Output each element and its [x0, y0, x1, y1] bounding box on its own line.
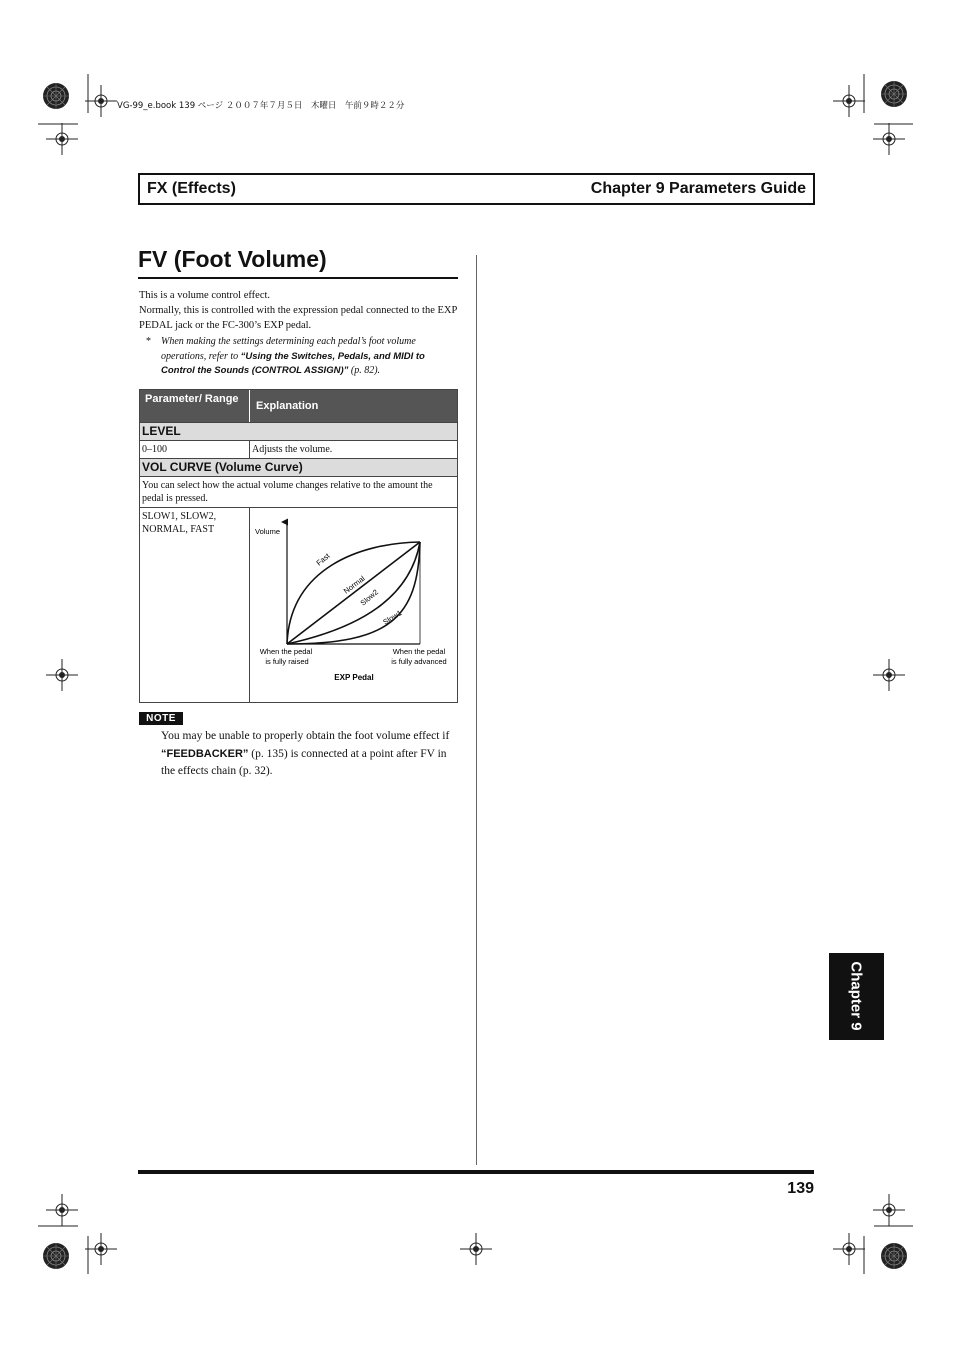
- table-row: [140, 507, 457, 702]
- header-section: FX (Effects): [147, 180, 236, 197]
- vol-curve-range: SLOW1, SLOW2, NORMAL, FAST: [140, 508, 250, 702]
- section-level: LEVEL: [140, 422, 457, 440]
- curve-normal: [287, 542, 420, 644]
- curve-label-slow2: Slow2: [358, 587, 380, 608]
- intro-line-1: This is a volume control effect.: [139, 290, 271, 301]
- curve-label-normal: Normal: [341, 573, 367, 596]
- vol-curve-graph-cell: [250, 508, 457, 702]
- header-parameter: Parameter/ Range: [140, 390, 250, 422]
- running-header: [138, 173, 815, 205]
- vol-curve-description: You can select how the actual volume changes relative to the amount the pedal is pressed.: [140, 476, 457, 507]
- chapter-tab[interactable]: [829, 953, 884, 1040]
- print-slug: VG-99_e.book 139 ページ ２００７年７月５日 木曜日 午前９時２２分: [117, 101, 405, 111]
- column-divider: [476, 255, 477, 1165]
- curve-label-fast: Fast: [314, 551, 332, 568]
- volume-curve-graph: [250, 508, 457, 702]
- header-explanation: Explanation: [256, 400, 319, 412]
- control-assign-link[interactable]: “Using the Switches, Pedals, and MIDI to Control the Sounds (CONTROL ASSIGN)”: [161, 350, 425, 376]
- note-text: [161, 728, 461, 781]
- caption-right-2: is fully advanced: [391, 657, 447, 666]
- caption-left-1: When the pedal: [259, 647, 313, 656]
- level-range: 0–100: [140, 441, 250, 458]
- caption-right-1: When the pedal: [392, 647, 446, 656]
- note-text-before: You may be unable to properly obtain the foot volume effect if: [161, 730, 450, 742]
- note-item-text: When making the settings determining each pedal’s foot volume operations, refer to: [161, 336, 416, 362]
- page-number: 139: [787, 1180, 814, 1197]
- level-explanation: Adjusts the volume.: [252, 444, 333, 455]
- x-axis-label: EXP Pedal: [334, 673, 374, 682]
- settings-note: [146, 335, 458, 379]
- table-row: [140, 440, 457, 458]
- caption-left-2: is fully raised: [265, 657, 309, 666]
- feedbacker-link[interactable]: “FEEDBACKER”: [161, 747, 249, 760]
- note-item-ref: (p. 82).: [348, 365, 381, 376]
- section-vol-curve: VOL CURVE (Volume Curve): [140, 458, 457, 476]
- note-badge: NOTE: [139, 712, 183, 725]
- table-header: [140, 390, 457, 422]
- chapter-tab-label: Chapter 9: [847, 961, 865, 1031]
- intro-line-2: Normally, this is controlled with the expression pedal connected to the EXP PEDAL jack or the FC-300’s EXP pedal.: [139, 305, 457, 331]
- parameter-table: [139, 389, 458, 703]
- note-bullet: *: [146, 336, 151, 347]
- footer-rule: [138, 1170, 814, 1174]
- intro-text: [139, 288, 457, 333]
- page-title: FV (Foot Volume): [138, 246, 327, 272]
- y-axis-label: Volume: [255, 527, 281, 536]
- title-rule: [138, 277, 458, 279]
- note-text-after: (p. 135) is connected at a point after FV in the effects chain (p. 32).: [161, 747, 447, 777]
- curve-label-slow1: Slow1: [381, 608, 404, 627]
- header-chapter: Chapter 9 Parameters Guide: [590, 180, 806, 197]
